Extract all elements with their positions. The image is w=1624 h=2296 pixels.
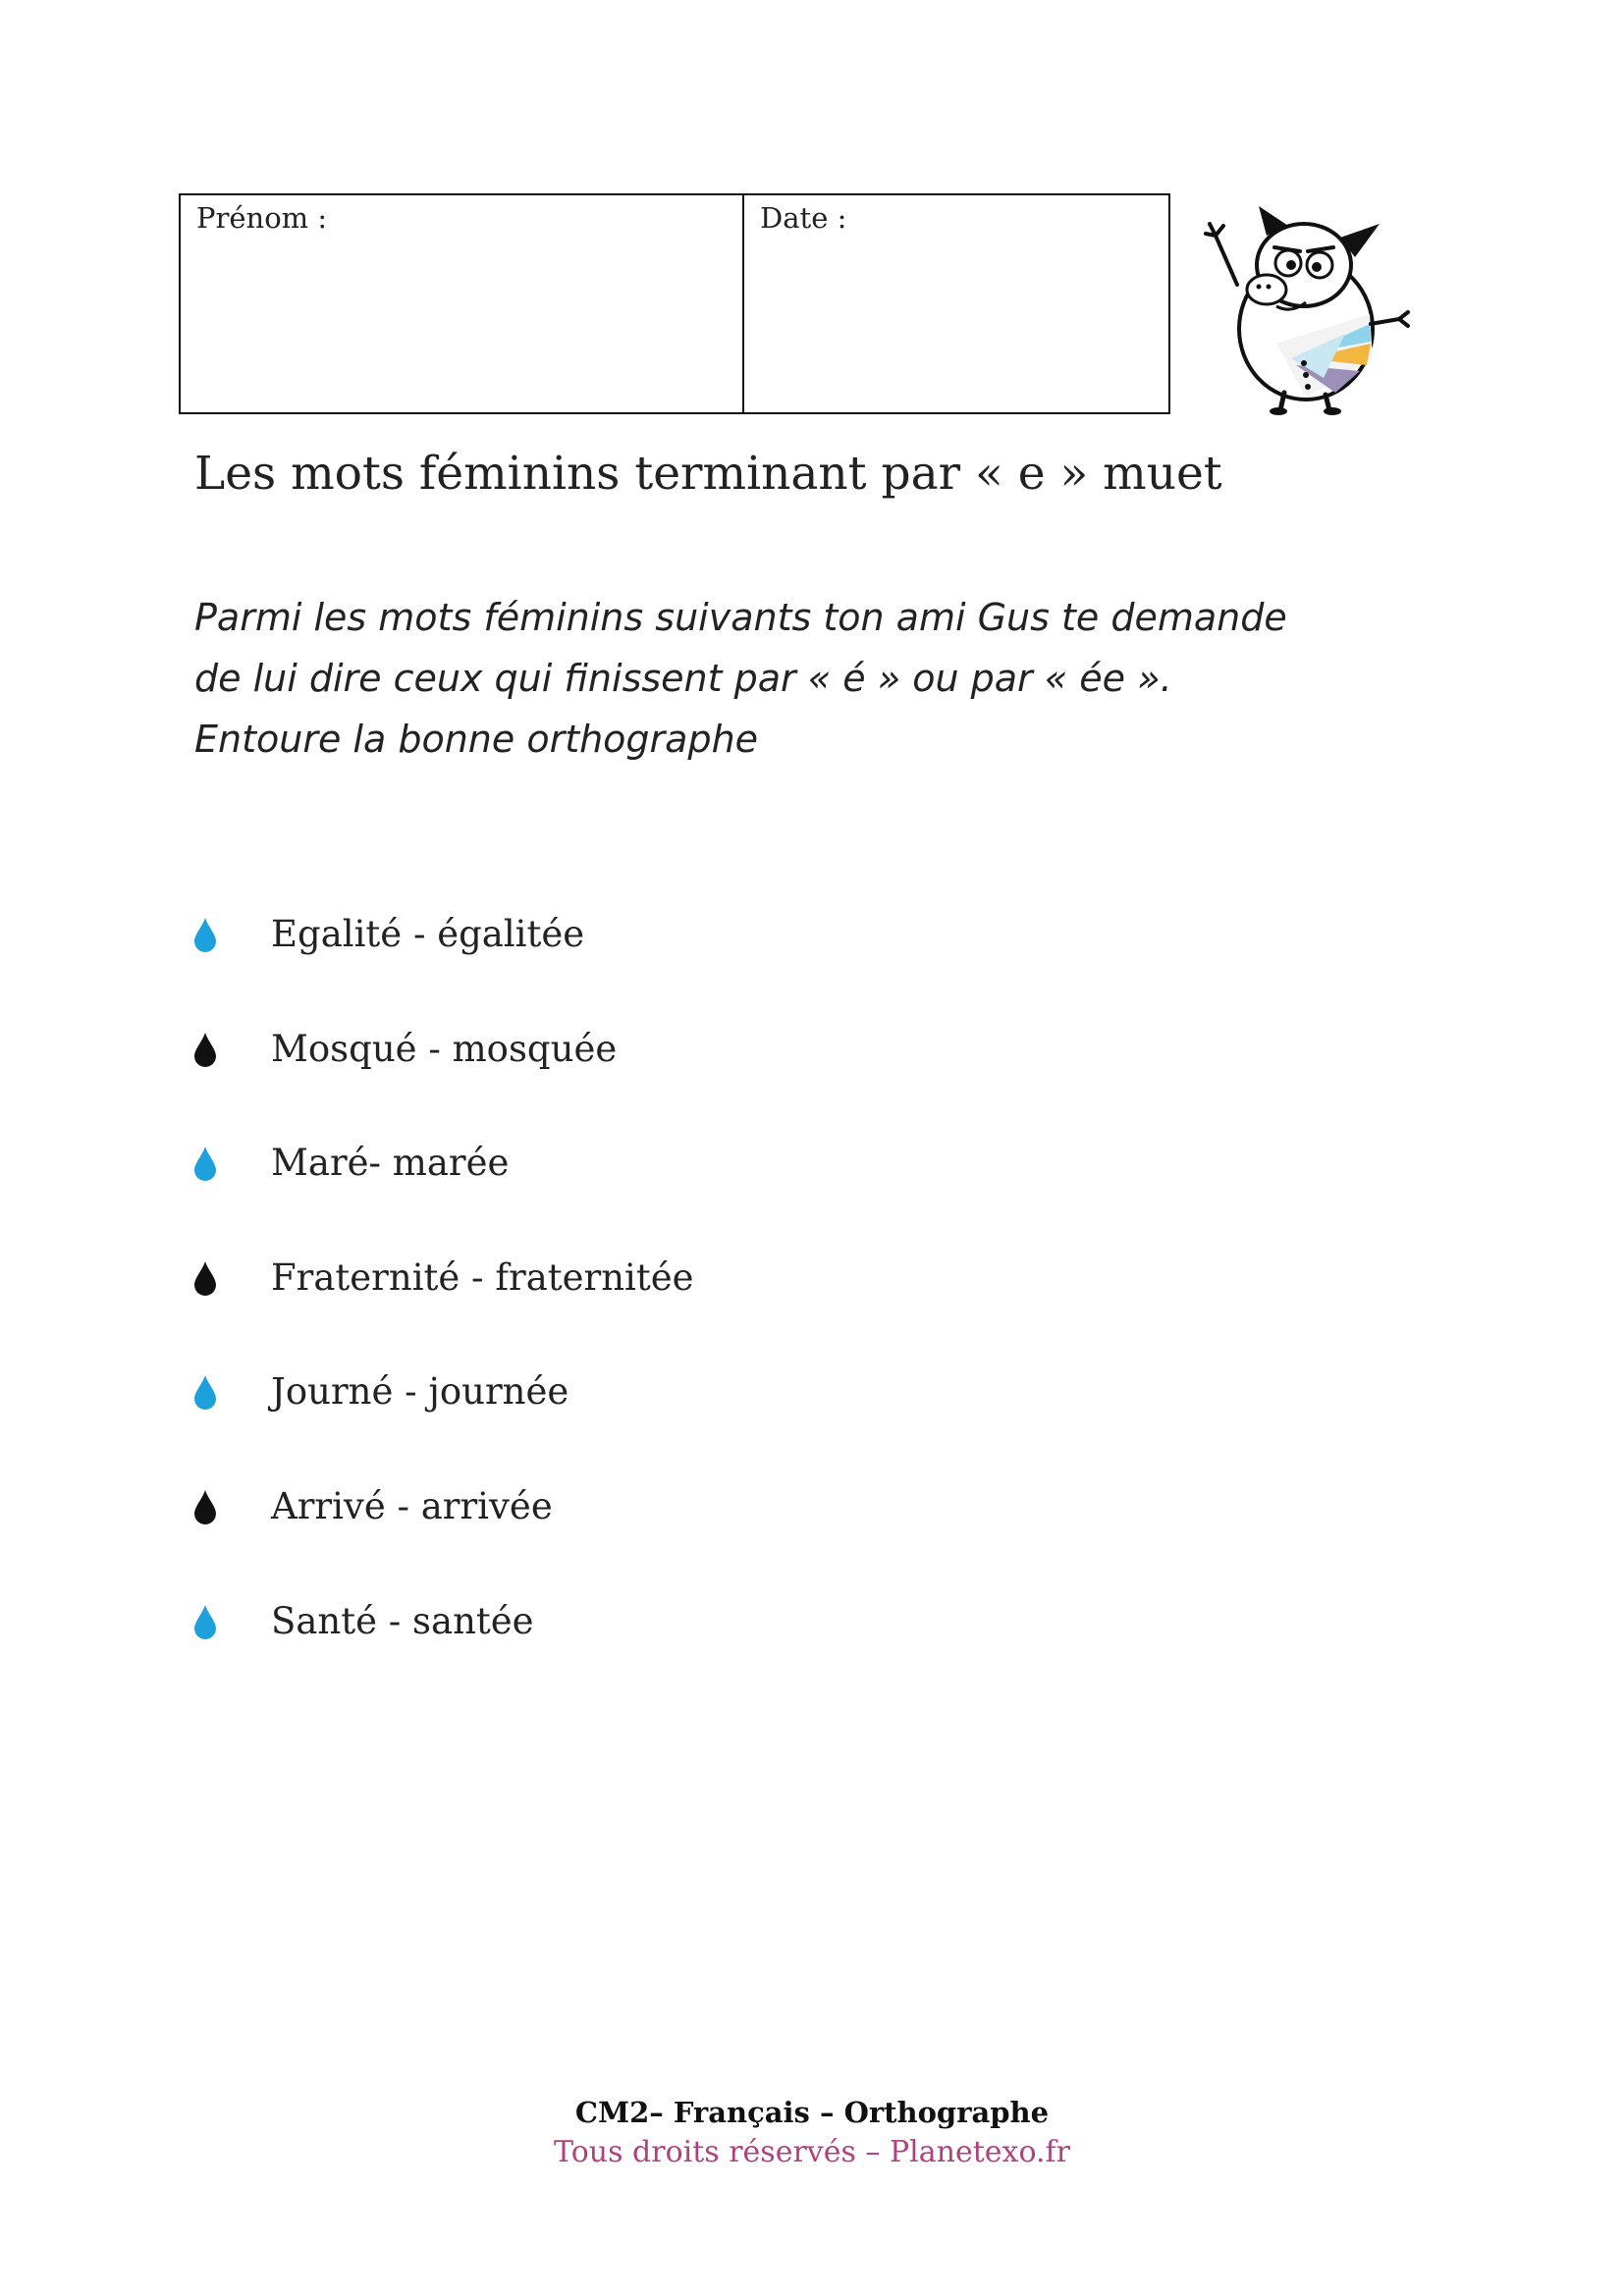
list-item [192, 905, 694, 1020]
word-choice[interactable]: Maré- marée [271, 1142, 510, 1185]
name-label: Prénom : [196, 201, 328, 235]
footer [0, 2093, 1624, 2173]
footer-subject: CM2– Français – Orthographe [574, 2096, 1050, 2129]
word-list [192, 905, 694, 1706]
black-drop-icon [192, 1032, 218, 1067]
page-title: Les mots féminins terminant par « e » muet [194, 447, 1222, 501]
word-choice[interactable]: Egalité - égalitée [271, 913, 585, 955]
date-field[interactable] [744, 195, 1168, 412]
footer-copyright-link[interactable]: Tous droits réservés – Planetexo.fr [554, 2135, 1070, 2169]
black-drop-icon [192, 1260, 218, 1296]
list-item [192, 1020, 694, 1135]
list-item [192, 1134, 694, 1249]
list-item [192, 1592, 694, 1707]
instruction-line: de lui dire ceux qui finissent par « é » ou par « ée ». [194, 657, 1172, 700]
blue-drop-icon [192, 917, 218, 952]
list-item [192, 1362, 694, 1477]
student-info-table [179, 193, 1170, 414]
list-item [192, 1477, 694, 1592]
blue-drop-icon [192, 1604, 218, 1639]
list-item [192, 1249, 694, 1363]
word-choice[interactable]: Arrivé - arrivée [271, 1484, 553, 1527]
name-field[interactable] [181, 195, 744, 412]
word-choice[interactable]: Journé - journée [271, 1370, 569, 1414]
instructions [194, 587, 1471, 770]
word-choice[interactable]: Mosqué - mosquée [271, 1027, 618, 1070]
word-choice[interactable]: Fraternité - fraternitée [271, 1255, 694, 1299]
black-drop-icon [192, 1489, 218, 1524]
date-label: Date : [760, 201, 847, 235]
blue-drop-icon [192, 1146, 218, 1181]
instruction-line: Parmi les mots féminins suivants ton ami Gus te demande [194, 596, 1287, 639]
word-choice[interactable]: Santé - santée [271, 1599, 534, 1642]
instruction-line: Entoure la bonne orthographe [194, 718, 759, 761]
blue-drop-icon [192, 1374, 218, 1410]
gus-mascot-icon [1198, 196, 1414, 417]
